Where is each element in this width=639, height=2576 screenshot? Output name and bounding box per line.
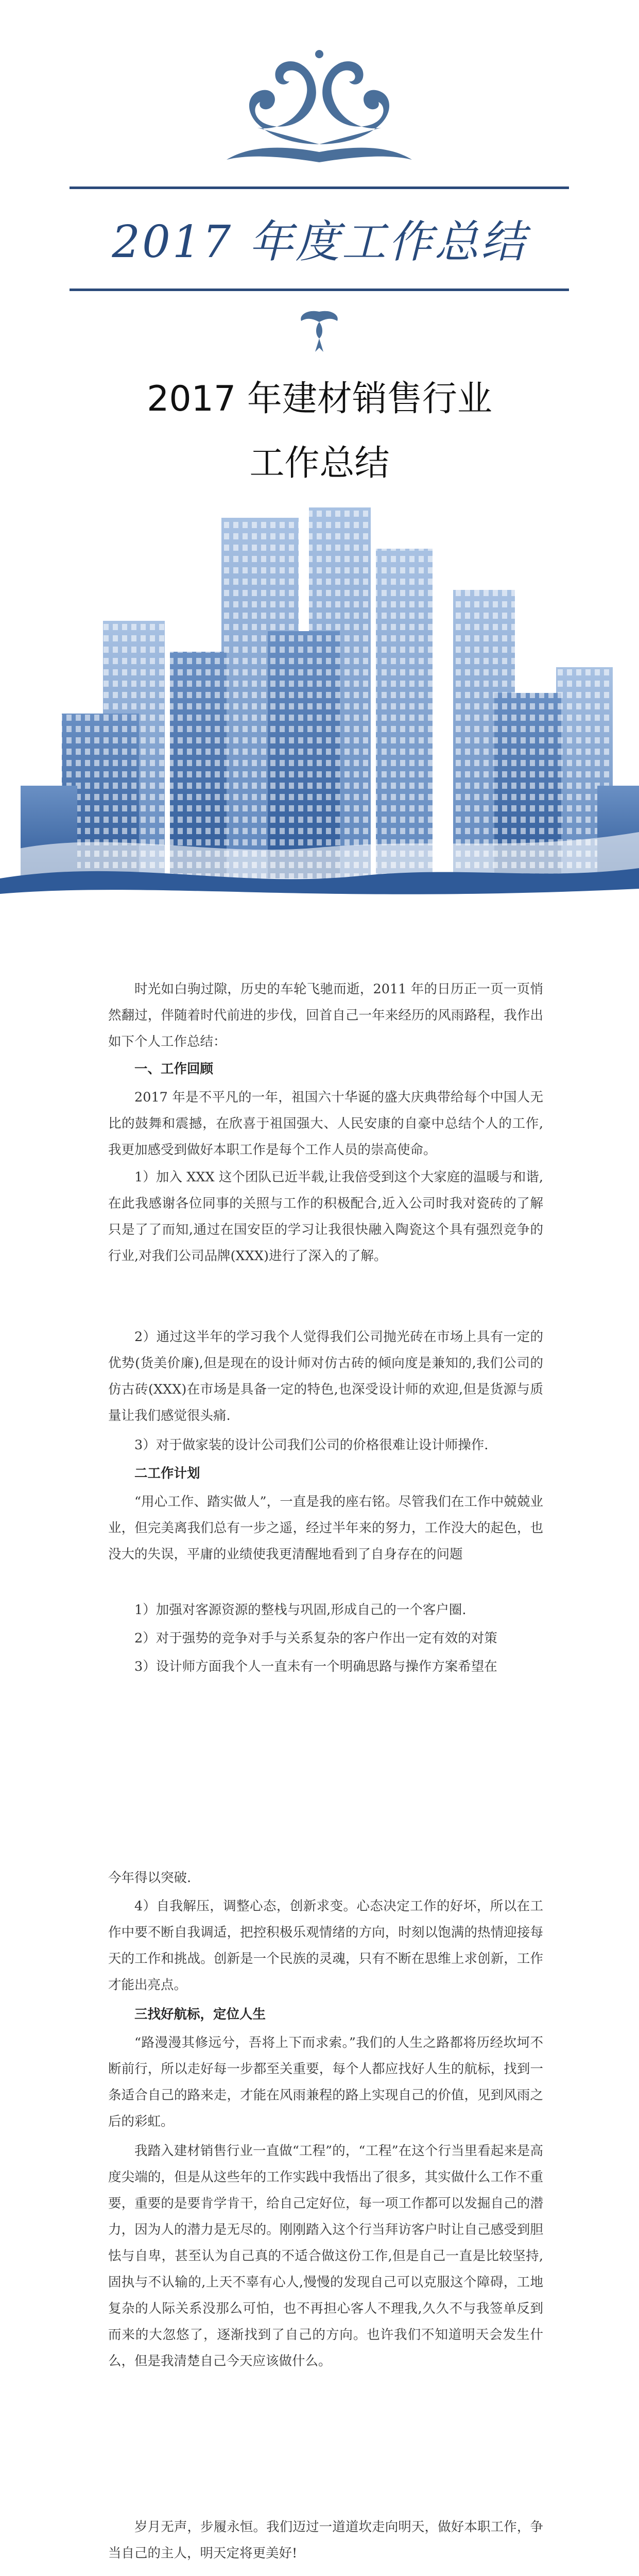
paragraph: 3）对于做家装的设计公司我们公司的价格很难让设计师操作. xyxy=(134,1437,489,1453)
paragraph: 1）加入 XXX 这个团队已近半载,让我倍受到这个大家庭的温暖与和谐,在此我感谢各位同事的关照与工作的积极配合,近入公司时我对瓷砖的了解只是了了而知,通过在国安臣的学习让我很快融入陶瓷这个具有强烈竞争的行业,对我们公司品牌(XXX)进行了深入的了解。 xyxy=(108,1170,543,1264)
flourish-ornament xyxy=(196,41,443,170)
paragraph: “路漫漫其修远兮，吾将上下而求索。”我们的人生之路都将历经坎坷不断前行，所以走好每一步都至关重要，每个人都应找好人生的航标，找到一条适合自己的路来走，才能在风雨兼程的路上实现自己的价值，见到风雨之后的彩虹。 xyxy=(108,2035,543,2129)
title-rule-top xyxy=(70,187,569,189)
cover-title: 2017 年度工作总结 xyxy=(112,216,527,268)
title-rule-bottom xyxy=(70,289,569,291)
paragraph: 1）加强对客源资源的整栈与巩固,形成自己的一个客户圈. xyxy=(134,1602,467,1618)
section-heading: 三找好航标，定位人生 xyxy=(134,2007,266,2022)
paragraph: 我踏入建材销售行业一直做“工程”的，“工程”在这个行当里看起来是高度尖端的，但是从这些年的工作实践中我悟出了很多，其实做什么工作不重要，重要的是要肯学肯干，给自己定好位，每一项工作都可以发掘自己的潜力，因为人的潜力是无尽的。刚刚踏入这个行当拜访客户时让自己感受到胆怯与自卑，甚至认为自己真的不适合做这份工作,但是自己一直是比较坚持,固执与不认输的,上天不辜有心人,慢慢的发现自己可以克服这个障碍，工地复杂的人际关系没那么可怕，也不再担心客人不理我,久久不与我签单反到而来的大忽悠了，逐渐找到了自己的方向。也许我们不知道明天会发生什么，但是我清楚自己今天应该做什么。 xyxy=(108,2143,543,2369)
section-heading: 一、工作回顾 xyxy=(134,1061,214,1077)
city-skyline xyxy=(0,497,639,909)
paragraph: 时光如白驹过隙，历史的车轮飞驰而逝，2011 年的日历正一页一页悄然翻过，伴随着时代前进的步伐，回首自己一年来经历的风雨路程，我作出如下个人工作总结： xyxy=(108,981,543,1049)
paragraph: 3）设计师方面我个人一直未有一个明确思路与操作方案希望在 xyxy=(134,1659,497,1674)
section-heading: 二工作计划 xyxy=(134,1466,200,1481)
doc-subtitle-line2: 工作总结 xyxy=(249,443,390,484)
paragraph: “用心工作、踏实做人”，一直是我的座右铭。尽管我们在工作中兢兢业业，但完美离我们总有一步之遥，经过半年来的努力，工作没大的起色，也没大的失误，平庸的业绩使我更清醒地看到了自身存在的问题 xyxy=(108,1494,543,1562)
paragraph: 2017 年是不平凡的一年，祖国六十华诞的盛大庆典带给每个中国人无比的鼓舞和震撼，在欣喜于祖国强大、人民安康的自豪中总结个人的工作,我更加感受到做好本职工作是每个工作人员的崇高使命。 xyxy=(108,1090,543,1158)
paragraph: 4）自我解压，调整心态，创新求变。心态决定工作的好坏，所以在工作中要不断自我调适，把控积极乐观情绪的方向，时刻以饱满的热情迎接每天的工作和挑战。创新是一个民族的灵魂，只有不断在思维上求创新，工作才能出亮点。 xyxy=(108,1899,543,1993)
small-flourish-icon xyxy=(288,307,350,353)
paragraph: 今年得以突破. xyxy=(108,1870,192,1886)
doc-subtitle-line1: 2017 年建材销售行业 xyxy=(147,379,492,419)
paragraph: 2）通过这半年的学习我个人觉得我们公司抛光砖在市场上具有一定的优势(货美价廉),但是现在的设计师对仿古砖的倾向度是兼知的,我们公司的仿古砖(XXX)在市场是具备一定的特色,也深受设计师的欢迎,但是货源与质量让我们感觉很头痛. xyxy=(108,1329,543,1423)
paragraph: 岁月无声，步履永恒。我们迈过一道道坎走向明天，做好本职工作，争当自己的主人，明天定将更美好! xyxy=(108,2519,543,2561)
paragraph: 2）对于强势的竞争对手与关系复杂的客户作出一定有效的对策 xyxy=(134,1631,497,1646)
